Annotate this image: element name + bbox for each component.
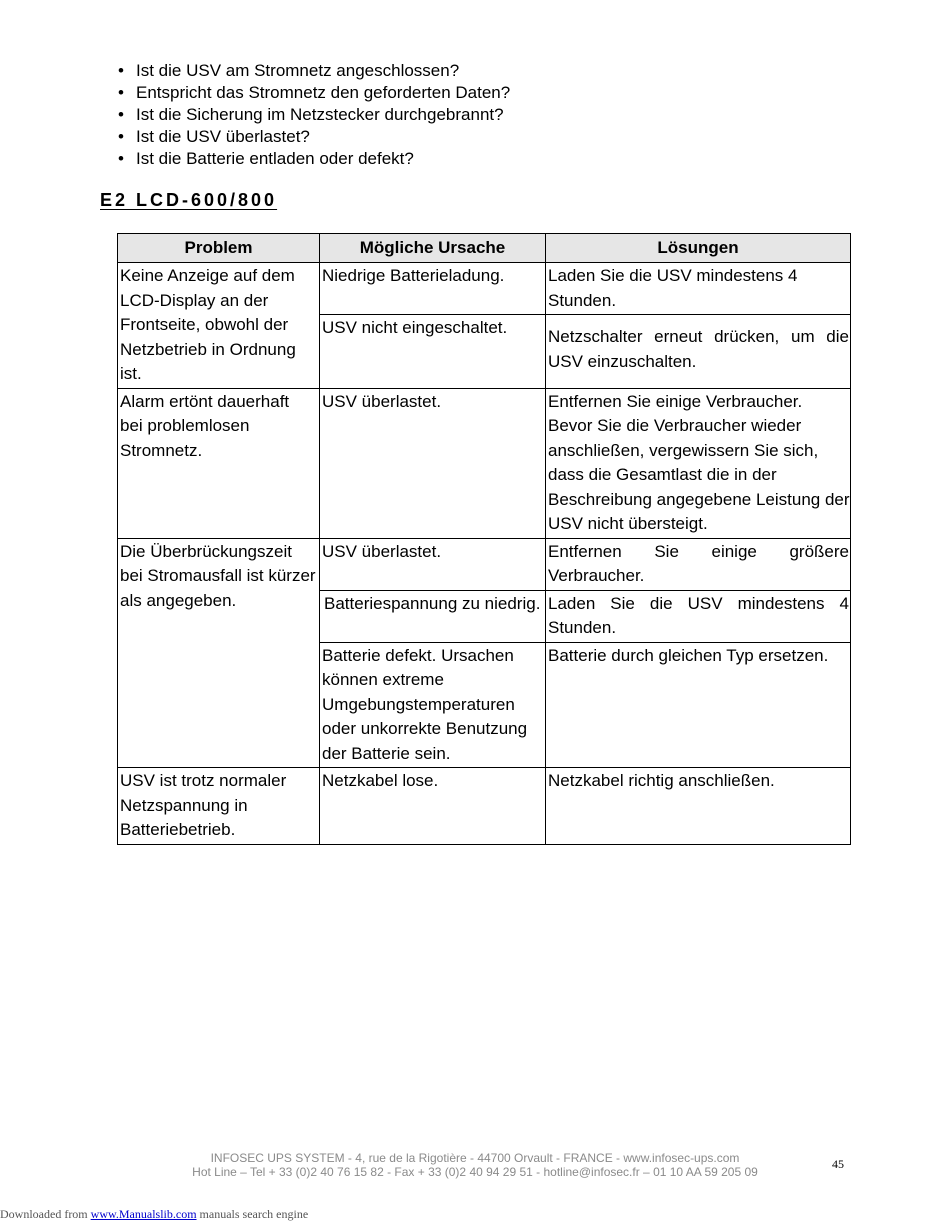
cause-cell: USV überlastet. <box>320 388 546 538</box>
page-number: 45 <box>832 1157 844 1171</box>
bullet-item: • Ist die USV am Stromnetz angeschlossen? <box>118 60 510 82</box>
download-suffix: manuals search engine <box>196 1207 309 1221</box>
table-row <box>118 768 851 845</box>
footer-address: INFOSEC UPS SYSTEM - 4, rue de la Rigotière - 44700 Orvault - FRANCE - www.infosec-ups.com <box>210 1151 740 1165</box>
manualslib-link[interactable]: www.Manualslib.com <box>90 1207 197 1221</box>
solution-cell: Entfernen Sie einige Verbraucher. Bevor Sie die Verbraucher wieder anschließen, vergewissern Sie sich, dass die Gesamtlast die in der Beschreibung angegebene Leistung der USV nicht übersteigt. <box>546 388 851 538</box>
problem-cell: Keine Anzeige auf dem LCD-Display an der Frontseite, obwohl der Netzbetrieb in Ordnung ist. <box>118 263 320 389</box>
table-header-row <box>118 234 851 263</box>
solution-cell: Entfernen Sie einige größere Verbraucher. <box>546 538 851 590</box>
problem-cell <box>118 388 320 538</box>
bullet-item: • Ist die Batterie entladen oder defekt? <box>118 148 510 170</box>
header-cause: Mögliche Ursache <box>320 234 546 263</box>
section-heading: E2 LCD-600/800 <box>100 190 278 210</box>
solution-cell: Netzkabel richtig anschließen. <box>546 768 851 845</box>
bullet-item: • Ist die Sicherung im Netzstecker durchgebrannt? <box>118 104 510 126</box>
cause-cell: Batterie defekt. Ursachen können extreme Umgebungstemperaturen oder unkorrekte Benutzung der Batterie sein. <box>320 642 546 768</box>
solution-cell: Laden Sie die USV mindestens 4 Stunden. <box>546 590 851 642</box>
cause-cell: Niedrige Batterieladung. <box>320 263 546 315</box>
table-row <box>118 538 851 590</box>
problem-text: Alarm ertönt dauerhaft bei problemlosen Stromnetz. <box>120 391 290 460</box>
bullet-item: • Ist die USV überlastet? <box>118 126 510 148</box>
bullet-item: • Entspricht das Stromnetz den geforderten Daten? <box>118 82 510 104</box>
download-notice <box>0 1207 308 1222</box>
page-footer <box>0 1151 950 1179</box>
table-row <box>118 263 851 315</box>
bullet-list <box>118 60 510 170</box>
footer-hotline: Hot Line – Tel + 33 (0)2 40 76 15 82 - Fax + 33 (0)2 40 94 29 51 - hotline@infosec.fr – 01 10 AA 59 205 09 <box>192 1165 758 1179</box>
cause-cell: USV überlastet. <box>320 538 546 590</box>
cause-cell: Netzkabel lose. <box>320 768 546 845</box>
solution-cell: Batterie durch gleichen Typ ersetzen. <box>546 642 851 768</box>
cause-cell <box>320 590 546 642</box>
problem-cell: Die Überbrückungszeit bei Stromausfall ist kürzer als angegeben. <box>118 538 320 768</box>
download-prefix: Downloaded from <box>0 1207 91 1221</box>
cause-cell: USV nicht eingeschaltet. <box>320 315 546 388</box>
header-problem: Problem <box>118 234 320 263</box>
header-solutions: Lösungen <box>546 234 851 263</box>
table-row <box>118 388 851 538</box>
solution-cell: Netzschalter erneut drücken, um die USV einzuschalten. <box>546 315 851 388</box>
solution-cell: Laden Sie die USV mindestens 4 Stunden. <box>546 263 851 315</box>
troubleshooting-table <box>117 233 851 845</box>
problem-cell: USV ist trotz normaler Netzspannung in Batteriebetrieb. <box>118 768 320 845</box>
cause-text: Batteriespannung zu niedrig. <box>324 593 541 613</box>
